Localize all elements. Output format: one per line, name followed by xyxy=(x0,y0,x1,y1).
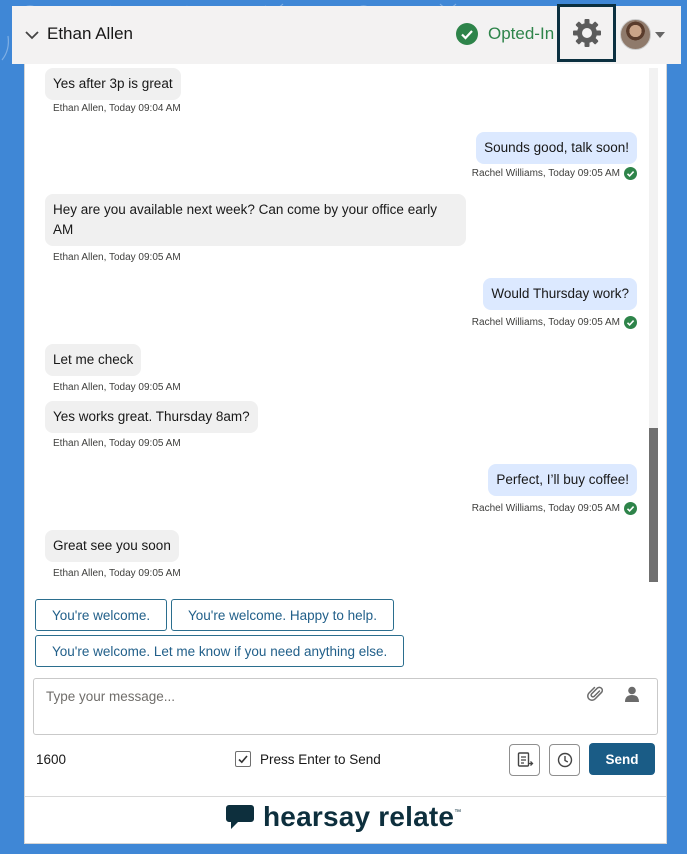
press-enter-label: Press Enter to Send xyxy=(260,751,381,767)
message-meta xyxy=(472,502,637,515)
brand-name: hearsay relate xyxy=(263,801,455,832)
message-meta xyxy=(472,316,637,329)
scrollbar-thumb[interactable] xyxy=(649,428,658,582)
message-input[interactable] xyxy=(33,678,658,735)
conversation-panel xyxy=(24,64,667,844)
quick-reply-button[interactable]: You're welcome. xyxy=(35,599,167,631)
delivered-check-icon xyxy=(624,167,637,180)
delivered-check-icon xyxy=(624,316,637,329)
trademark-symbol: ™ xyxy=(454,809,462,816)
message-meta-text: Ethan Allen, Today 09:05 AM xyxy=(53,252,181,263)
conversation-header xyxy=(12,6,681,64)
message-meta-text: Ethan Allen, Today 09:04 AM xyxy=(53,103,181,114)
message-meta-text: Ethan Allen, Today 09:05 AM xyxy=(53,438,181,449)
caret-down-icon[interactable] xyxy=(654,29,666,41)
message-bubble-outgoing: Perfect, I’ll buy coffee! xyxy=(488,464,637,496)
character-count: 1600 xyxy=(36,752,67,767)
message-meta-text: Rachel Williams, Today 09:05 AM xyxy=(471,317,620,328)
speech-bubble-logo xyxy=(225,802,255,832)
footer-divider xyxy=(25,796,666,797)
paperclip-icon[interactable] xyxy=(587,685,605,703)
message-meta xyxy=(53,252,181,263)
quick-reply-button[interactable]: You're welcome. Let me know if you need anything else. xyxy=(35,635,404,667)
opt-in-status xyxy=(456,23,554,45)
message-bubble-incoming: Great see you soon xyxy=(45,530,179,562)
checkmark-icon xyxy=(237,753,249,765)
message-meta xyxy=(53,103,181,114)
gear-icon xyxy=(571,17,603,49)
message-meta xyxy=(53,382,181,393)
message-meta-text: Rachel Williams, Today 09:05 AM xyxy=(471,503,620,514)
message-meta xyxy=(53,568,181,579)
message-bubble-incoming: Yes works great. Thursday 8am? xyxy=(45,401,258,433)
settings-button[interactable] xyxy=(557,4,616,62)
opt-in-label: Opted-In xyxy=(488,24,555,43)
template-button[interactable] xyxy=(509,744,540,776)
send-button[interactable]: Send xyxy=(589,743,655,775)
person-icon[interactable] xyxy=(623,685,641,703)
press-enter-checkbox[interactable] xyxy=(235,751,251,767)
message-meta xyxy=(53,438,181,449)
template-icon xyxy=(516,751,534,769)
user-menu[interactable] xyxy=(620,19,666,50)
avatar[interactable] xyxy=(620,19,651,50)
quick-reply-button[interactable]: You're welcome. Happy to help. xyxy=(171,599,394,631)
chevron-down-icon[interactable] xyxy=(24,27,40,43)
clock-icon xyxy=(557,752,573,768)
message-input-placeholder: Type your message... xyxy=(46,689,176,704)
brand-logo xyxy=(225,801,461,833)
message-meta-text: Ethan Allen, Today 09:05 AM xyxy=(53,568,181,579)
delivered-check-icon xyxy=(624,502,637,515)
schedule-button[interactable] xyxy=(549,744,580,776)
message-thread[interactable] xyxy=(25,64,668,584)
message-bubble-outgoing: Would Thursday work? xyxy=(483,278,637,310)
contact-name[interactable]: Ethan Allen xyxy=(47,24,134,43)
message-meta-text: Ethan Allen, Today 09:05 AM xyxy=(53,382,181,393)
message-meta-text: Rachel Williams, Today 09:05 AM xyxy=(471,168,620,179)
message-bubble-incoming: Hey are you available next week? Can come by your office early AM xyxy=(45,194,466,246)
message-bubble-incoming: Let me check xyxy=(45,344,141,376)
message-bubble-incoming: Yes after 3p is great xyxy=(45,68,181,100)
message-meta xyxy=(472,167,637,180)
press-enter-toggle[interactable] xyxy=(235,751,381,767)
check-circle-icon xyxy=(456,23,478,45)
message-bubble-outgoing: Sounds good, talk soon! xyxy=(476,132,637,164)
